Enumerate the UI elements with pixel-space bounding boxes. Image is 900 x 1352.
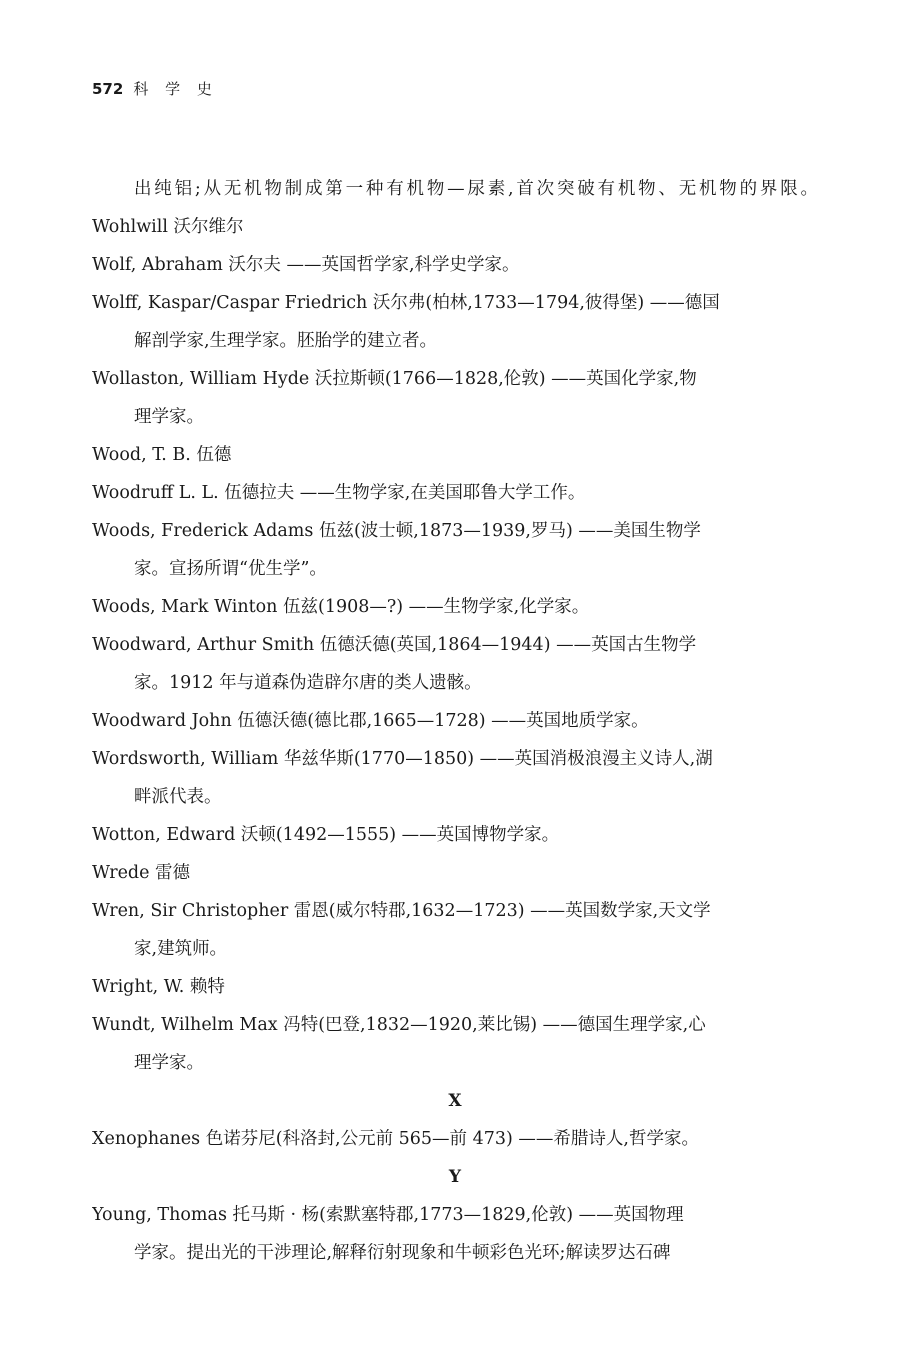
entry-continuation-line: 解剖学家,生理学家。胚胎学的建立者。 xyxy=(134,331,438,351)
entry-continuation-line: 理学家。 xyxy=(134,1053,204,1073)
page-number: 572 xyxy=(92,80,124,98)
index-entry: Wohlwill 沃尔维尔 xyxy=(92,217,244,237)
entry-continuation-line: 出纯铝;从无机物制成第一种有机物—尿素,首次突破有机物、无机物的界限。 xyxy=(134,179,818,199)
index-entry: Xenophanes 色诺芬尼(科洛封,公元前 565—前 473) ——希腊诗人,哲学家。 xyxy=(92,1129,699,1149)
index-entry: Wolf, Abraham 沃尔夫 ——英国哲学家,科学史学家。 xyxy=(92,255,520,275)
index-entry: Woods, Frederick Adams 伍兹(波士顿,1873—1939,罗马) ——美国生物学 xyxy=(92,521,701,541)
index-entries xyxy=(92,170,818,1272)
index-entry: Woods, Mark Winton 伍兹(1908—?) ——生物学家,化学家。 xyxy=(92,597,590,617)
entry-continuation-line: 家。1912 年与道森伪造辟尔唐的类人遗骸。 xyxy=(134,673,482,693)
index-entry: Young, Thomas 托马斯 · 杨(索默塞特郡,1773—1829,伦敦) ——英国物理 xyxy=(92,1205,684,1225)
section-letter-heading: Y xyxy=(448,1167,462,1187)
index-entry: Wrede 雷德 xyxy=(92,863,191,883)
index-entry: Woodward, Arthur Smith 伍德沃德(英国,1864—1944) ——英国古生物学 xyxy=(92,635,697,655)
index-entry: Wright, W. 赖特 xyxy=(92,977,225,997)
index-entry: Woodruff L. L. 伍德拉夫 ——生物学家,在美国耶鲁大学工作。 xyxy=(92,483,586,503)
entry-continuation-line: 家。宣扬所谓“优生学”。 xyxy=(134,559,327,579)
index-entry: Woodward John 伍德沃德(德比郡,1665—1728) ——英国地质学家。 xyxy=(92,711,649,731)
index-entry: Wotton, Edward 沃顿(1492—1555) ——英国博物学家。 xyxy=(92,825,560,845)
book-title: 科 学 史 xyxy=(133,80,218,98)
index-entry: Wordsworth, William 华兹华斯(1770—1850) ——英国消极浪漫主义诗人,湖 xyxy=(92,749,713,769)
entry-continuation-line: 畔派代表。 xyxy=(134,787,222,807)
index-entry: Wood, T. B. 伍德 xyxy=(92,445,232,465)
entry-continuation-line: 理学家。 xyxy=(134,407,204,427)
index-entry: Wollaston, William Hyde 沃拉斯顿(1766—1828,伦敦) ——英国化学家,物 xyxy=(92,369,697,389)
section-letter-heading: X xyxy=(448,1091,462,1111)
index-entry: Wundt, Wilhelm Max 冯特(巴登,1832—1920,莱比锡) ——德国生理学家,心 xyxy=(92,1015,706,1035)
index-entry: Wren, Sir Christopher 雷恩(威尔特郡,1632—1723) ——英国数学家,天文学 xyxy=(92,901,711,921)
page-header xyxy=(92,78,218,99)
index-entry: Wolff, Kaspar/Caspar Friedrich 沃尔弗(柏林,1733—1794,彼得堡) ——德国 xyxy=(92,293,720,313)
entry-continuation-line: 学家。提出光的干涉理论,解释衍射现象和牛顿彩色光环;解读罗达石碑 xyxy=(134,1243,671,1263)
entry-continuation-line: 家,建筑师。 xyxy=(134,939,228,959)
